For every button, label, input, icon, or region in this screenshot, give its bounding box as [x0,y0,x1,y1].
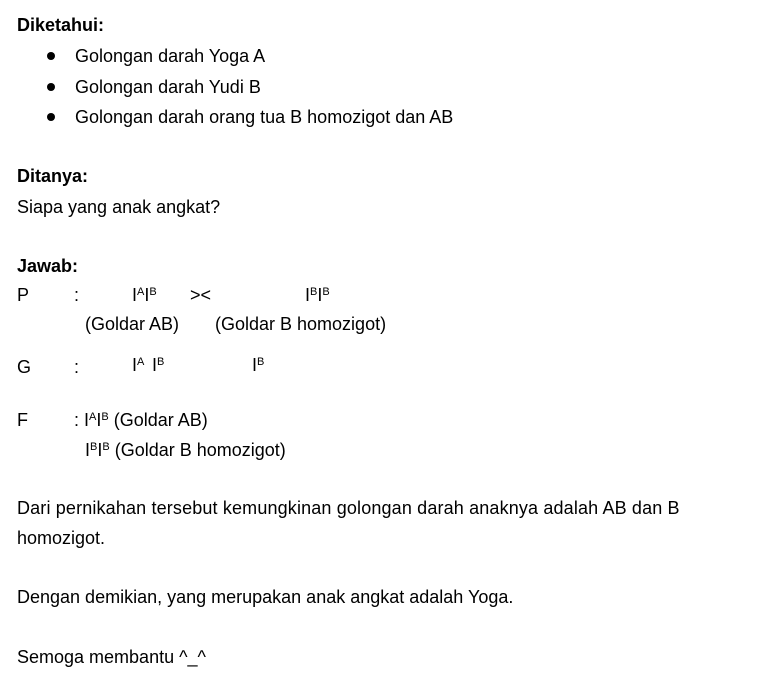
f-offspring-1: : $I^AI^B$ (Goldar AB) [74,410,208,430]
known-item: Golongan darah Yudi B [75,77,261,97]
f-label: F [17,410,28,430]
p-parent1-desc: (Goldar AB) [85,314,180,334]
known-heading: Diketahui: [17,15,105,35]
asked-question: Siapa yang anak angkat? [17,197,221,217]
known-item: Golongan darah orang tua B homozigot dan AB [75,107,454,127]
p-parent2-genotype: $I^BI^B$ [305,285,330,305]
p-colon: : [74,285,80,305]
cross-symbol: >< [190,285,212,305]
g-gamete: $I^B$ [152,355,165,375]
bullet-icon [47,52,55,60]
bullet-icon [47,83,55,91]
g-gamete: $I^B$ [252,355,265,375]
p-label: P [17,285,30,305]
conclusion-line-2: homozigot. [17,528,106,548]
final-answer: Dengan demikian, yang merupakan anak angkat adalah Yoga. [17,587,514,607]
f-offspring-2: $I^BI^B$ (Goldar B homozigot) [85,440,286,460]
bullet-icon [47,113,55,121]
conclusion-line-1: Dari pernikahan tersebut kemungkinan golongan darah anaknya adalah AB dan B [17,498,680,518]
g-gamete: $I^A$ [132,355,145,375]
asked-heading: Ditanya: [17,166,89,186]
p-parent2-desc: (Goldar B homozigot) [215,314,387,334]
p-parent1-genotype: $I^AI^B$ [132,285,157,305]
answer-heading: Jawab: [17,256,79,276]
g-colon: : [74,357,80,377]
g-label: G [17,357,32,377]
known-item: Golongan darah Yoga A [75,46,266,66]
closing-text: Semoga membantu ^_^ [17,647,206,667]
